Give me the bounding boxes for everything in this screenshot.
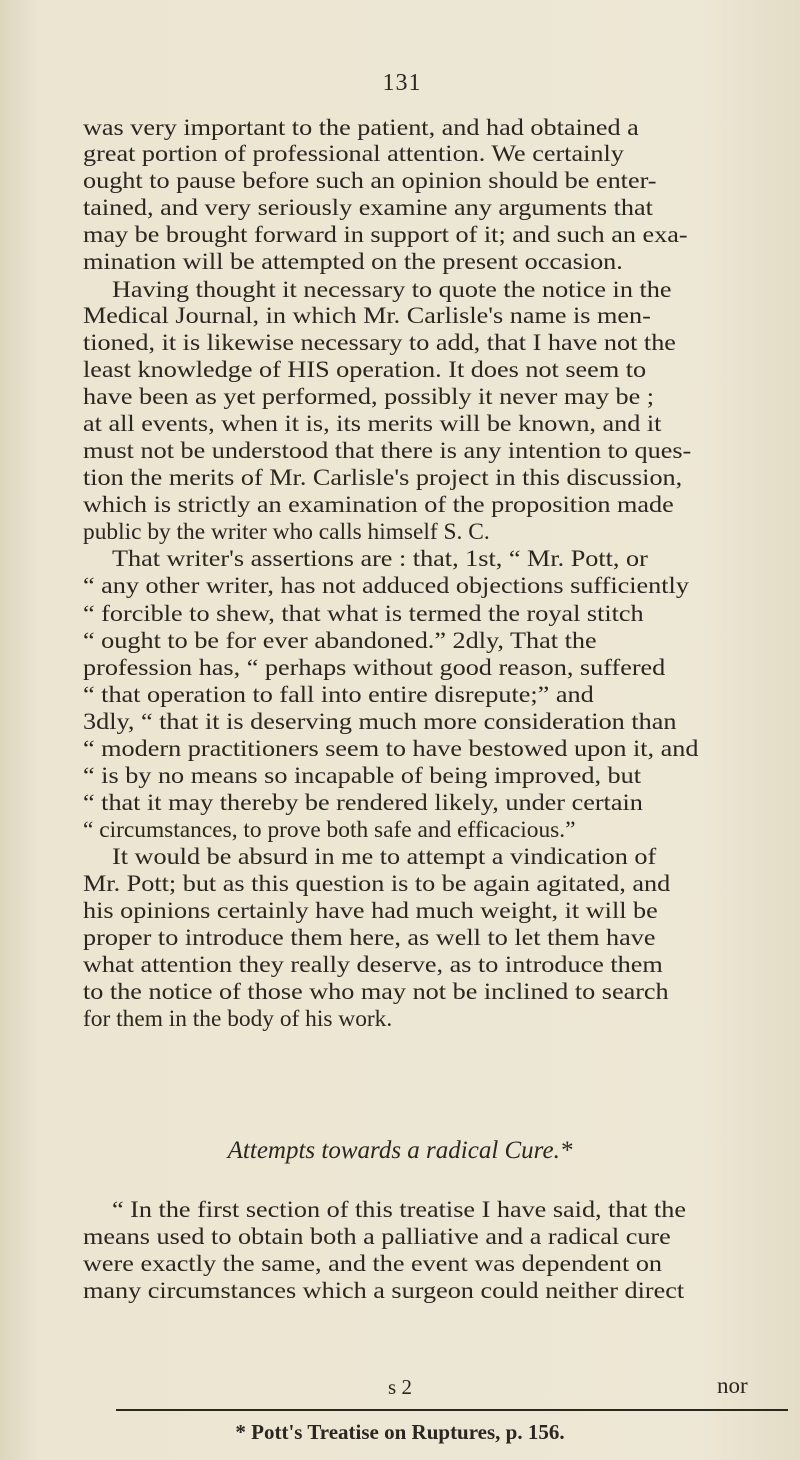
signature-mark: s 2 <box>388 1375 412 1399</box>
text-line: Mr. Pott; but as this question is to be again agitated, and <box>83 871 671 897</box>
text-line: “ In the first section of this treatise I have said, that the <box>112 1197 686 1223</box>
text-line: “ ought to be for ever abandoned.” 2dly, That the <box>83 628 597 654</box>
text-line: at all events, when it is, its merits will be known, and it <box>83 411 662 437</box>
text-line: his opinions certainly have had much weight, it will be <box>83 898 658 924</box>
text-line: were exactly the same, and the event was dependent on <box>83 1251 663 1277</box>
text-line: may be brought forward in support of it; and such an exa- <box>83 222 688 248</box>
text-line: Having thought it necessary to quote the notice in the <box>112 277 672 303</box>
text-line: “ that it may thereby be rendered likely, under certain <box>83 790 643 816</box>
text-line: proper to introduce them here, as well to let them have <box>83 925 656 951</box>
page-number: 131 <box>382 70 422 96</box>
text-line: It would be absurd in me to attempt a vindication of <box>112 844 657 870</box>
text-line: for them in the body of his work. <box>83 1006 393 1032</box>
text-line: “ is by no means so incapable of being improved, but <box>83 763 642 789</box>
footnote: * Pott's Treatise on Ruptures, p. 156. <box>235 1420 565 1444</box>
text-line: was very important to the patient, and had obtained a <box>83 115 639 141</box>
text-line: which is strictly an examination of the proposition made <box>83 492 674 518</box>
text-line: means used to obtain both a palliative and a radical cure <box>83 1224 671 1250</box>
text-line: Medical Journal, in which Mr. Carlisle's name is men- <box>83 303 651 329</box>
text-line: must not be understood that there is any intention to ques- <box>83 438 692 464</box>
text-line: “ modern practitioners seem to have bestowed upon it, and <box>83 736 699 762</box>
text-line: “ circumstances, to prove both safe and efficacious.” <box>83 817 576 843</box>
catchword: nor <box>717 1373 748 1398</box>
text-line: tained, and very seriously examine any arguments that <box>83 195 653 221</box>
text-line: mination will be attempted on the present occasion. <box>83 249 623 275</box>
text-line: least knowledge of HIS operation. It does not seem to <box>83 357 647 383</box>
text-line: ought to pause before such an opinion should be enter- <box>83 168 657 194</box>
footnote-rule <box>116 1409 788 1411</box>
text-line: 3dly, “ that it is deserving much more consideration than <box>83 709 677 735</box>
text-line: “ forcible to shew, that what is termed the royal stitch <box>83 601 644 627</box>
text-line: profession has, “ perhaps without good reason, suffered <box>83 655 666 681</box>
text-line: many circumstances which a surgeon could neither direct <box>83 1278 685 1304</box>
text-line: tioned, it is likewise necessary to add, that I have not the <box>83 330 676 356</box>
text-line: public by the writer who calls himself S. C. <box>83 519 490 545</box>
text-line: great portion of professional attention. We certainly <box>83 141 624 167</box>
text-line: what attention they really deserve, as to introduce them <box>83 952 663 978</box>
section-heading: Attempts towards a radical Cure.* <box>227 1137 573 1164</box>
text-line: “ any other writer, has not adduced objections sufficiently <box>83 573 689 599</box>
text-line: That writer's assertions are : that, 1st, “ Mr. Pott, or <box>112 546 648 572</box>
text-line: have been as yet performed, possibly it never may be ; <box>83 384 655 410</box>
text-line: “ that operation to fall into entire disrepute;” and <box>83 682 594 708</box>
text-line: tion the merits of Mr. Carlisle's project in this discussion, <box>83 465 683 491</box>
text-line: to the notice of those who may not be inclined to search <box>83 979 669 1005</box>
